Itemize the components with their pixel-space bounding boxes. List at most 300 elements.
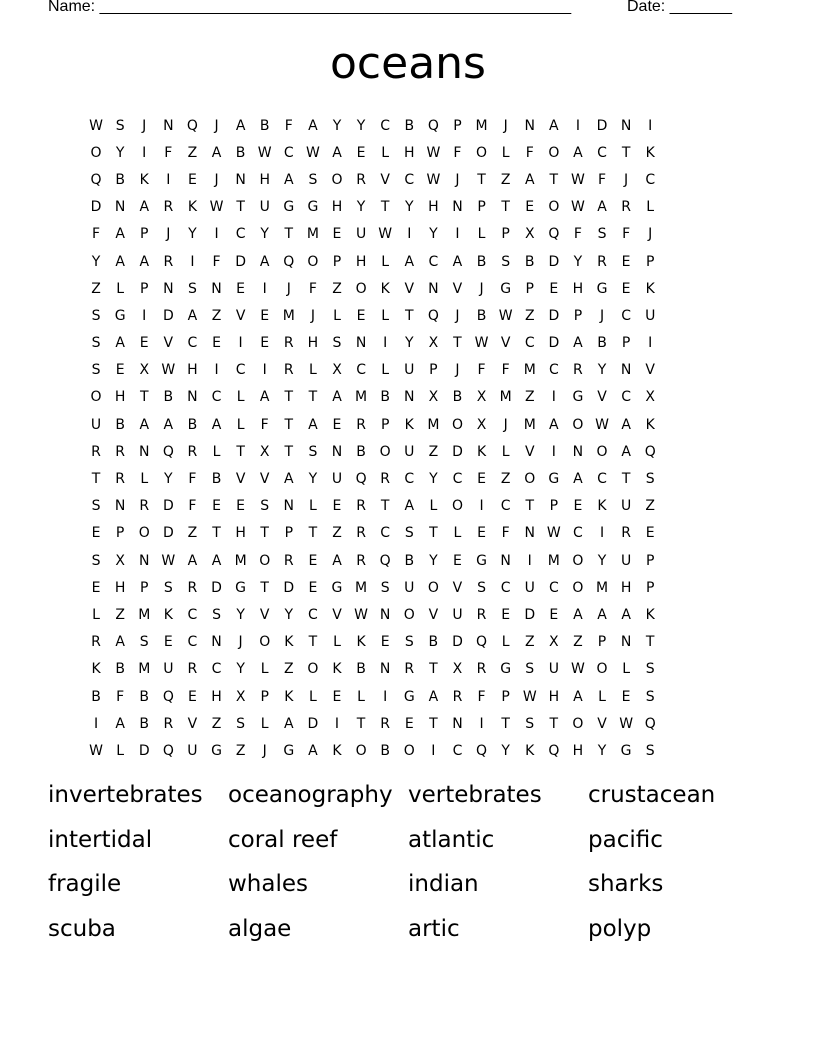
grid-letter: C	[500, 498, 511, 515]
grid-letter: Z	[428, 443, 439, 460]
grid-letter: N	[355, 335, 367, 352]
grid-letter: R	[163, 715, 174, 732]
grid-letter: M	[499, 389, 512, 406]
grid-letter: R	[187, 579, 198, 596]
grid-letter: G	[283, 199, 295, 216]
grid-letter: F	[92, 226, 101, 243]
grid-letter: N	[379, 606, 391, 623]
grid-letter: O	[331, 171, 343, 188]
word-bank-item: polyp	[588, 915, 652, 942]
grid-letter: C	[524, 335, 535, 352]
grid-row	[84, 248, 662, 275]
grid-letter: E	[621, 688, 631, 705]
grid-letter: G	[211, 742, 222, 759]
grid-letter: A	[573, 471, 583, 488]
grid-letter: V	[500, 335, 511, 352]
grid-letter: A	[573, 335, 583, 352]
grid-letter: O	[572, 579, 584, 596]
grid-letter: O	[403, 742, 415, 759]
grid-letter: K	[645, 280, 655, 297]
grid-letter: W	[161, 362, 176, 379]
grid-letter: K	[91, 661, 101, 678]
grid-letter: N	[379, 661, 391, 678]
grid-letter: W	[498, 307, 513, 324]
grid-letter: F	[188, 498, 197, 515]
grid-letter: A	[308, 416, 318, 433]
grid-letter: J	[286, 280, 291, 297]
grid-letter: P	[284, 525, 294, 542]
grid-letter: K	[380, 280, 390, 297]
grid-letter: S	[404, 634, 414, 651]
grid-letter: E	[91, 525, 101, 542]
grid-letter: D	[452, 634, 463, 651]
grid-letter: J	[503, 117, 508, 134]
grid-letter: P	[477, 199, 486, 216]
grid-letter: Y	[429, 552, 438, 569]
word-bank-item: artic	[408, 915, 460, 942]
grid-letter: I	[93, 715, 99, 732]
grid-letter: A	[139, 416, 150, 433]
grid-letter: D	[90, 199, 102, 216]
grid-letter: Z	[524, 307, 535, 324]
grid-letter: A	[259, 253, 270, 270]
grid-letter: W	[209, 199, 224, 216]
grid-letter: P	[549, 498, 559, 515]
grid-letter: E	[645, 525, 655, 542]
grid-letter: M	[355, 389, 368, 406]
grid-letter: S	[260, 498, 270, 515]
grid-letter: I	[455, 226, 460, 243]
grid-letter: A	[404, 498, 415, 515]
grid-letter: N	[235, 171, 246, 188]
grid-letter: N	[163, 117, 174, 134]
grid-letter: T	[525, 498, 535, 515]
grid-letter: Y	[597, 742, 607, 759]
word-bank-item: vertebrates	[408, 782, 542, 808]
grid-letter: P	[429, 362, 438, 379]
grid-row	[84, 302, 662, 329]
grid-letter: W	[378, 226, 393, 243]
grid-letter: W	[354, 606, 368, 623]
grid-letter: K	[476, 443, 487, 460]
grid-letter: C	[573, 525, 583, 542]
grid-letter: E	[332, 498, 342, 515]
grid-letter: E	[212, 498, 221, 515]
grid-letter: E	[163, 634, 173, 651]
grid-letter: C	[452, 742, 463, 759]
grid-letter: A	[573, 144, 583, 161]
grid-letter: D	[235, 253, 246, 270]
grid-letter: T	[380, 498, 390, 515]
grid-letter: G	[500, 661, 512, 678]
grid-letter: Z	[211, 307, 222, 324]
grid-letter: I	[142, 307, 147, 324]
grid-letter: K	[525, 742, 535, 759]
grid-letter: G	[114, 307, 126, 324]
grid-letter: T	[549, 715, 559, 732]
grid-letter: A	[428, 688, 439, 705]
grid-letter: E	[477, 525, 486, 542]
grid-letter: U	[90, 416, 102, 433]
grid-letter: P	[115, 525, 125, 542]
grid-letter: R	[621, 199, 631, 216]
grid-letter: L	[140, 471, 149, 488]
grid-letter: A	[332, 552, 342, 569]
grid-letter: Q	[379, 552, 391, 569]
grid-letter: N	[138, 552, 150, 569]
grid-letter: T	[212, 525, 221, 542]
grid-letter: T	[284, 443, 294, 460]
grid-letter: R	[91, 443, 101, 460]
grid-letter: A	[332, 389, 342, 406]
grid-letter: W	[426, 144, 441, 161]
grid-letter: J	[624, 171, 629, 188]
grid-letter: P	[140, 280, 149, 297]
grid-letter: H	[572, 280, 584, 297]
grid-row	[84, 601, 662, 628]
grid-letter: T	[453, 335, 462, 352]
grid-letter: F	[597, 171, 607, 188]
grid-letter: K	[284, 634, 294, 651]
grid-letter: V	[645, 362, 655, 379]
grid-letter: X	[259, 443, 270, 460]
grid-letter: V	[428, 606, 439, 623]
grid-letter: A	[115, 634, 125, 651]
grid-letter: R	[380, 715, 391, 732]
grid-letter: O	[90, 389, 102, 406]
grid-letter: A	[332, 144, 342, 161]
grid-letter: J	[455, 362, 460, 379]
page-title: oceans	[330, 38, 486, 89]
grid-letter: A	[211, 552, 222, 569]
grid-letter: W	[257, 144, 272, 161]
grid-letter: C	[548, 579, 559, 596]
grid-letter: S	[115, 117, 125, 134]
grid-letter: L	[260, 661, 269, 678]
grid-letter: A	[211, 416, 222, 433]
grid-letter: F	[212, 253, 221, 270]
grid-letter: B	[259, 117, 270, 134]
grid-letter: F	[501, 362, 510, 379]
grid-letter: H	[307, 335, 319, 352]
grid-letter: G	[235, 579, 247, 596]
grid-letter: L	[622, 661, 631, 678]
grid-letter: C	[211, 389, 222, 406]
grid-letter: S	[380, 579, 390, 596]
grid-letter: D	[307, 715, 319, 732]
grid-letter: E	[356, 307, 366, 324]
grid-letter: I	[575, 117, 580, 134]
grid-letter: Y	[597, 362, 607, 379]
grid-letter: S	[645, 742, 655, 759]
grid-letter: R	[139, 498, 150, 515]
grid-letter: T	[308, 525, 318, 542]
grid-letter: C	[235, 362, 246, 379]
grid-letter: C	[211, 661, 222, 678]
grid-letter: I	[599, 525, 605, 542]
grid-letter: M	[282, 307, 295, 324]
grid-row	[84, 112, 662, 139]
grid-letter: M	[523, 416, 536, 433]
grid-letter: T	[645, 634, 655, 651]
grid-letter: A	[621, 416, 631, 433]
grid-letter: J	[310, 307, 315, 324]
grid-letter: A	[308, 742, 318, 759]
grid-letter: A	[284, 715, 294, 732]
grid-letter: W	[161, 552, 176, 569]
grid-letter: J	[599, 307, 605, 324]
grid-letter: T	[356, 715, 366, 732]
grid-letter: E	[139, 335, 149, 352]
grid-letter: O	[90, 144, 102, 161]
grid-letter: W	[89, 742, 103, 759]
grid-letter: O	[138, 525, 150, 542]
grid-letter: R	[115, 443, 125, 460]
grid-letter: A	[259, 389, 270, 406]
grid-letter: R	[283, 552, 294, 569]
grid-letter: Q	[548, 742, 560, 759]
grid-letter: C	[187, 606, 198, 623]
grid-letter: H	[355, 253, 367, 270]
grid-letter: F	[477, 688, 486, 705]
grid-letter: D	[452, 443, 463, 460]
grid-letter: E	[525, 199, 535, 216]
grid-letter: F	[525, 144, 534, 161]
word-bank-item: sharks	[588, 871, 664, 897]
grid-letter: F	[477, 362, 486, 379]
grid-letter: O	[572, 715, 584, 732]
grid-letter: K	[332, 661, 342, 678]
grid-letter: N	[187, 389, 198, 406]
grid-letter: A	[597, 606, 607, 623]
grid-letter: O	[548, 199, 560, 216]
grid-letter: H	[572, 742, 584, 759]
grid-letter: Q	[355, 471, 367, 488]
grid-letter: L	[236, 416, 245, 433]
grid-letter: D	[211, 579, 222, 596]
grid-letter: M	[427, 416, 440, 433]
grid-letter: I	[214, 226, 219, 243]
grid-letter: S	[525, 661, 535, 678]
grid-letter: B	[380, 389, 390, 406]
grid-letter: V	[187, 715, 198, 732]
grid-letter: C	[404, 171, 415, 188]
grid-letter: K	[187, 199, 198, 216]
grid-letter: R	[115, 471, 125, 488]
grid-letter: N	[114, 498, 126, 515]
grid-letter: L	[381, 253, 390, 270]
grid-letter: I	[479, 498, 484, 515]
grid-letter: H	[331, 199, 343, 216]
grid-letter: K	[404, 416, 414, 433]
grid-letter: B	[163, 389, 174, 406]
grid-letter: N	[163, 280, 174, 297]
grid-letter: C	[356, 362, 366, 379]
grid-letter: G	[403, 688, 415, 705]
grid-letter: R	[356, 525, 366, 542]
grid-letter: L	[477, 226, 486, 243]
grid-letter: V	[332, 606, 342, 623]
grid-letter: A	[284, 471, 294, 488]
grid-letter: H	[404, 144, 415, 161]
grid-letter: R	[621, 525, 631, 542]
grid-letter: L	[116, 280, 125, 297]
grid-letter: G	[476, 552, 487, 569]
grid-letter: X	[428, 389, 439, 406]
grid-row	[84, 194, 662, 221]
grid-letter: P	[621, 335, 631, 352]
grid-letter: Y	[356, 117, 366, 134]
grid-letter: I	[334, 715, 340, 732]
grid-letter: O	[596, 661, 608, 678]
grid-letter: S	[187, 280, 197, 297]
grid-letter: S	[525, 715, 535, 732]
grid-letter: S	[404, 525, 414, 542]
grid-row	[84, 710, 662, 737]
grid-letter: R	[283, 362, 294, 379]
word-bank-item: intertidal	[48, 826, 153, 853]
grid-letter: Q	[283, 253, 295, 270]
grid-letter: J	[238, 634, 243, 651]
grid-letter: Z	[115, 606, 125, 623]
grid-letter: Z	[573, 634, 583, 651]
grid-letter: N	[620, 634, 632, 651]
grid-letter: C	[187, 634, 198, 651]
grid-row	[84, 520, 662, 547]
grid-letter: P	[260, 688, 269, 705]
grid-letter: A	[549, 416, 559, 433]
grid-letter: L	[381, 144, 390, 161]
grid-letter: J	[166, 226, 171, 243]
grid-letter: A	[404, 253, 415, 270]
grid-letter: C	[235, 226, 246, 243]
grid-letter: W	[546, 525, 561, 542]
grid-letter: C	[187, 335, 198, 352]
grid-letter: Y	[404, 335, 414, 352]
grid-letter: R	[404, 661, 415, 678]
grid-letter: D	[548, 335, 560, 352]
grid-letter: M	[475, 117, 488, 134]
grid-letter: T	[260, 579, 269, 596]
grid-letter: R	[356, 171, 366, 188]
grid-letter: M	[306, 226, 319, 243]
grid-letter: S	[236, 715, 246, 732]
grid-letter: Z	[235, 742, 246, 759]
grid-letter: Z	[500, 171, 511, 188]
grid-letter: N	[572, 443, 584, 460]
grid-letter: T	[308, 389, 318, 406]
grid-letter: M	[234, 552, 247, 569]
name-field-line: Name: _____________________________________________________	[48, 0, 572, 15]
grid-letter: F	[573, 226, 582, 243]
grid-letter: Q	[427, 117, 439, 134]
grid-letter: E	[212, 335, 221, 352]
grid-letter: O	[596, 443, 608, 460]
grid-letter: E	[332, 226, 342, 243]
grid-row	[84, 656, 662, 683]
grid-letter: Q	[90, 171, 102, 188]
grid-row	[84, 574, 662, 601]
grid-letter: L	[333, 634, 341, 651]
grid-letter: W	[305, 144, 320, 161]
grid-letter: W	[474, 335, 489, 352]
grid-letter: R	[187, 443, 198, 460]
grid-letter: K	[356, 634, 366, 651]
word-bank-item: oceanography	[228, 782, 393, 808]
word-bank-item: invertebrates	[48, 782, 203, 808]
grid-letter: W	[522, 688, 537, 705]
grid-letter: L	[453, 525, 462, 542]
grid-letter: R	[476, 606, 487, 623]
grid-letter: A	[235, 117, 246, 134]
grid-letter: Y	[164, 471, 173, 488]
grid-letter: E	[549, 606, 559, 623]
grid-letter: C	[597, 471, 607, 488]
word-bank-item: fragile	[48, 871, 122, 897]
grid-letter: T	[91, 471, 101, 488]
grid-letter: O	[572, 416, 584, 433]
grid-letter: Z	[332, 280, 342, 297]
grid-letter: Y	[429, 226, 438, 243]
grid-letter: B	[428, 634, 439, 651]
grid-letter: J	[142, 117, 147, 134]
grid-letter: B	[380, 742, 390, 759]
grid-letter: A	[621, 606, 631, 623]
grid-letter: P	[573, 307, 583, 324]
grid-letter: L	[357, 688, 365, 705]
grid-letter: W	[619, 715, 634, 732]
grid-letter: P	[597, 634, 607, 651]
grid-letter: J	[455, 307, 460, 324]
grid-letter: A	[115, 715, 125, 732]
grid-letter: X	[139, 362, 150, 379]
grid-letter: T	[621, 471, 631, 488]
grid-row	[84, 465, 662, 492]
grid-letter: Z	[211, 715, 222, 732]
grid-letter: Y	[236, 606, 245, 623]
grid-letter: S	[501, 253, 511, 270]
grid-letter: H	[211, 688, 222, 705]
grid-letter: P	[140, 226, 149, 243]
grid-letter: D	[548, 253, 560, 270]
grid-letter: C	[308, 606, 318, 623]
grid-letter: A	[597, 199, 607, 216]
grid-letter: T	[549, 171, 559, 188]
grid-letter: I	[431, 742, 436, 759]
grid-letter: F	[260, 416, 269, 433]
grid-letter: D	[596, 117, 608, 134]
grid-letter: B	[235, 144, 246, 161]
grid-letter: Q	[476, 634, 488, 651]
grid-letter: S	[332, 335, 342, 352]
grid-letter: S	[308, 171, 318, 188]
grid-letter: T	[236, 443, 245, 460]
grid-letter: L	[501, 443, 510, 460]
grid-letter: Q	[644, 443, 656, 460]
grid-letter: T	[477, 171, 486, 188]
grid-letter: R	[91, 634, 101, 651]
grid-letter: A	[284, 171, 294, 188]
grid-letter: G	[500, 280, 512, 297]
grid-letter: R	[380, 471, 391, 488]
word-bank-item: atlantic	[408, 826, 495, 853]
grid-letter: T	[621, 144, 631, 161]
grid-letter: G	[548, 471, 560, 488]
grid-letter: A	[211, 144, 222, 161]
grid-letter: V	[380, 171, 390, 188]
grid-letter: L	[501, 634, 510, 651]
grid-letter: R	[163, 253, 174, 270]
